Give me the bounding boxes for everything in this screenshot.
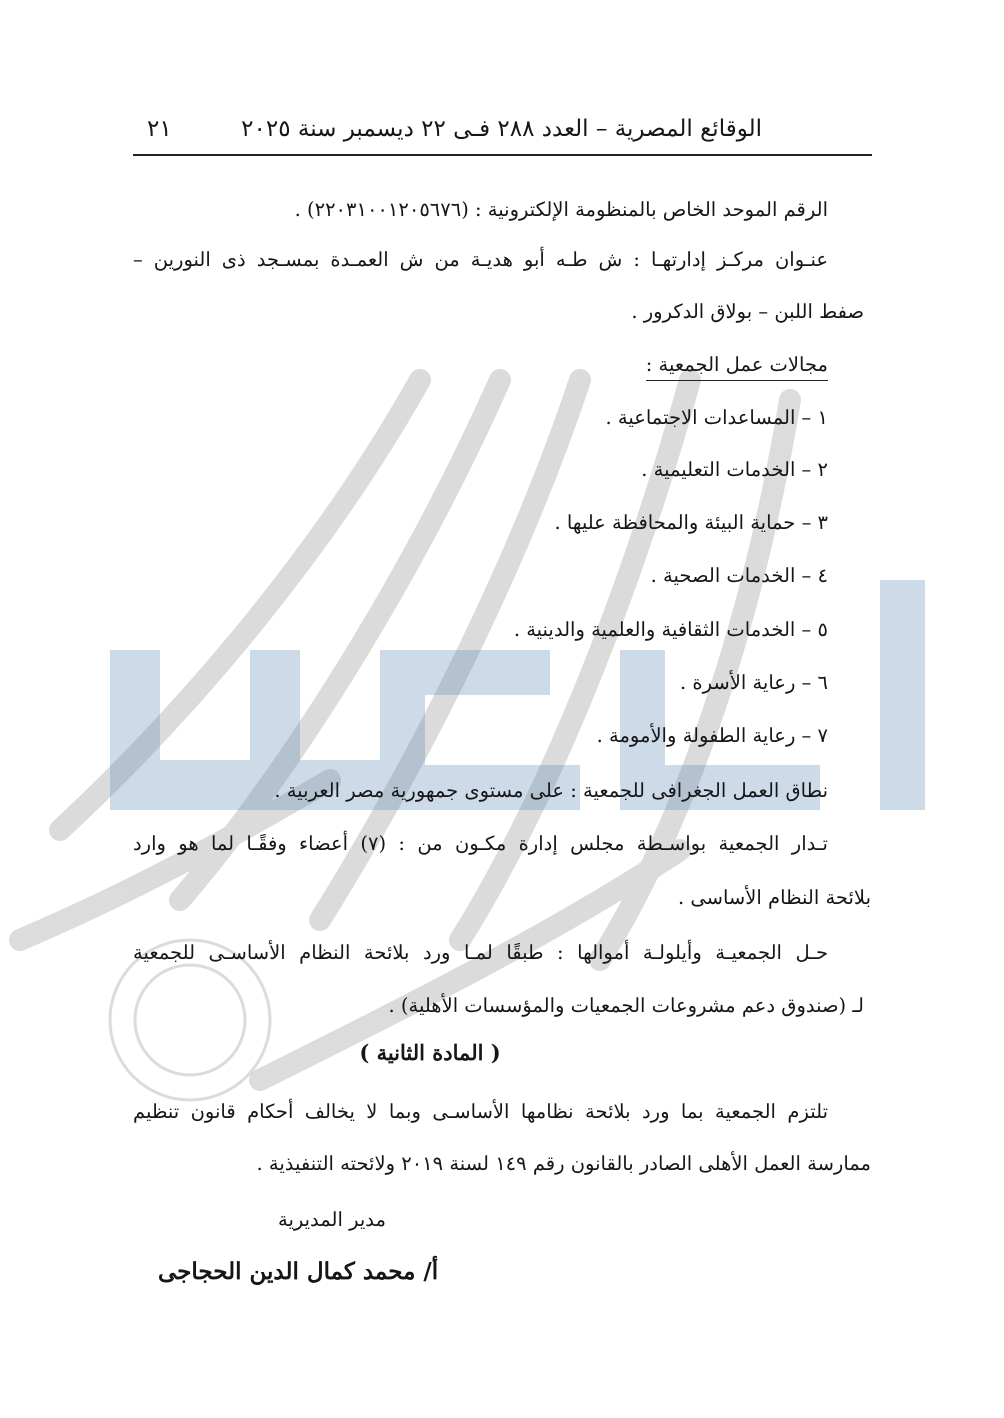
field-item: ٢ – الخدمات التعليمية . — [641, 458, 828, 481]
field-item: ٧ – رعاية الطفولة والأمومة . — [596, 724, 828, 747]
geo-scope-line: نطاق العمل الجغرافى للجمعية : على مستوى جمهورية مصر العربية . — [274, 779, 828, 802]
article-line-1: تلتزم الجمعية بما ورد بلائحة نظامها الأساسـى وبما لا يخالف أحكام قانون تنظيم — [133, 1100, 828, 1123]
address-line-1: عنـوان مركـز إدارتهـا : ش طـه أبو هديـة من ش العمـدة بمسـجد ذى النورين – — [133, 248, 828, 271]
field-item: ٦ – رعاية الأسرة . — [680, 671, 828, 694]
field-item: ١ – المساعدات الاجتماعية . — [605, 406, 828, 429]
gazette-header-title: الوقائع المصرية – العدد ٢٨٨ فـى ٢٢ ديسمبر سنة ٢٠٢٥ — [241, 116, 762, 142]
field-item: ٤ – الخدمات الصحية . — [650, 564, 828, 587]
article-heading: ( المادة الثانية ) — [359, 1040, 501, 1065]
field-item: ٥ – الخدمات الثقافية والعلمية والدينية . — [513, 618, 828, 641]
fields-heading-text: مجالات عمل الجمعية : — [646, 353, 828, 381]
page-number: ٢١ — [147, 116, 172, 142]
unified-number-line: الرقم الموحد الخاص بالمنظومة الإلكترونية : (٢٢٠٣١٠٠١٢٠٥٦٧٦) . — [294, 198, 828, 221]
board-line-2: بلائحة النظام الأساسى . — [678, 886, 871, 909]
field-item: ٣ – حماية البيئة والمحافظة عليها . — [554, 511, 828, 534]
board-line-1: تـدار الجمعية بواسـطة مجلس إدارة مكـون من : (٧) أعضاء وفقًـا لما هو وارد — [133, 832, 828, 855]
page-header — [133, 112, 872, 156]
signature-title: مدير المديرية — [277, 1208, 386, 1231]
dissolution-line-1: حـل الجمعيـة وأيلولـة أموالها : طبقًا لمـا ورد بلائحة النظام الأساسـى للجمعية — [133, 941, 828, 964]
dissolution-line-2: لـ (صندوق دعم مشروعات الجمعيات والمؤسسات الأهلية) . — [388, 994, 864, 1017]
address-line-2: صفط اللبن – بولاق الدكرور . — [631, 300, 864, 323]
signature-name: أ/ محمد كمال الدين الحجاجى — [158, 1258, 439, 1285]
article-line-2: ممارسة العمل الأهلى الصادر بالقانون رقم ١٤٩ لسنة ٢٠١٩ ولائحته التنفيذية . — [256, 1152, 871, 1175]
fields-heading — [646, 351, 828, 379]
